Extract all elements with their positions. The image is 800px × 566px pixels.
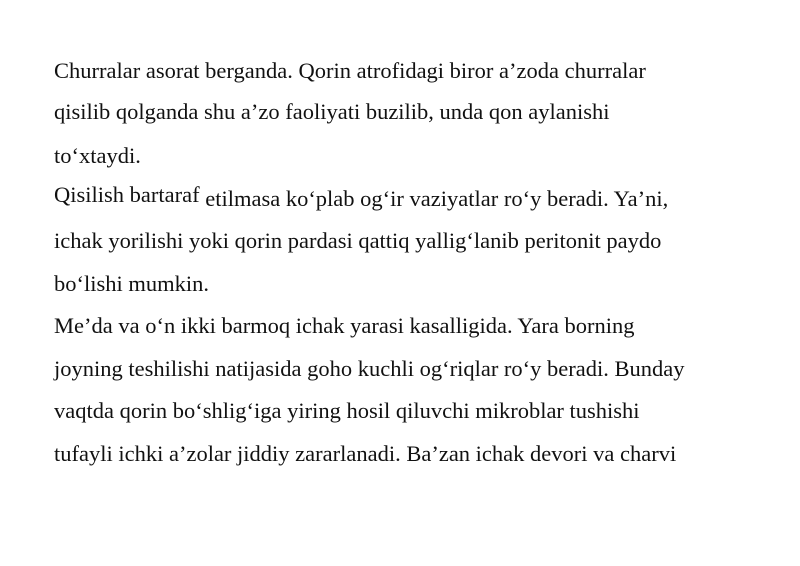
text-segment: bo‘lishi mumkin. (54, 270, 210, 296)
text-segment: qisilib qolganda (54, 98, 199, 124)
document-page (54, 50, 774, 475)
text-segment: vaqtda qorin bo‘shlig‘iga yiring hosil qiluvchi mikroblar tushishi (54, 398, 640, 423)
text-segment: Qisilish bartaraf (54, 181, 200, 207)
text-line (54, 178, 774, 221)
text-line (54, 348, 774, 391)
text-segment: Churralar asorat berganda. Qorin atrofidagi biror a’zoda churralar (54, 58, 646, 83)
text-line (54, 433, 774, 476)
text-segment: joyning teshilishi natijasida goho kuchli og‘riqlar ro‘y beradi. Bunday (54, 355, 685, 381)
text-line (54, 263, 774, 306)
text-segment: Me’da va o‘n ikki barmoq ichak yarasi kasalligida. Yara borning (54, 313, 635, 338)
text-segment: tufayli ichki a’zolar jiddiy zararlanadi. Ba’zan ichak devori va charvi (54, 440, 677, 466)
text-line (54, 135, 774, 178)
text-line (54, 305, 774, 348)
text-line (54, 93, 774, 136)
text-segment: ichak yorilishi yoki qorin pardasi qattiq yallig‘lanib peritonit paydo (54, 228, 662, 253)
text-line (54, 390, 774, 433)
text-segment: to‘xtaydi. (54, 143, 141, 168)
text-segment: shu a’zo faoliyati buzilib, unda qon aylanishi (198, 98, 610, 124)
text-segment: etilmasa ko‘plab og‘ir vaziyatlar ro‘y beradi. Ya’ni, (199, 185, 669, 211)
text-line (54, 50, 774, 93)
text-line (54, 220, 774, 263)
